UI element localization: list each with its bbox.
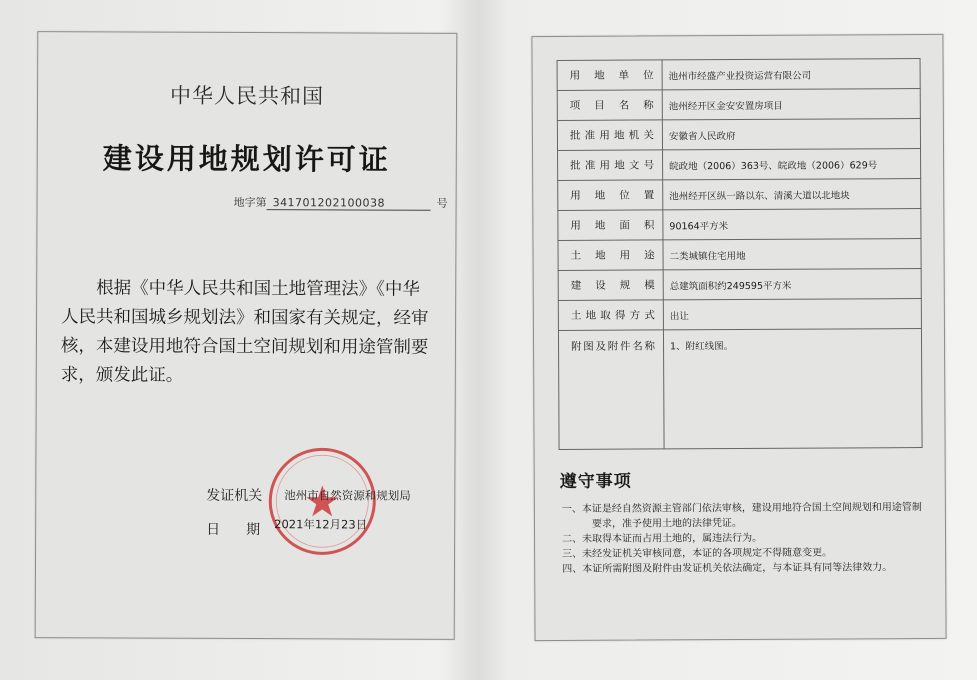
issue-date: 2021年12月23日 [274,517,368,532]
permit-prefix: 地字第 [233,195,267,210]
table-row [558,239,921,271]
row-label: 批准用地机关 [557,120,662,151]
certificate-front-page [35,31,458,640]
certificate-body-text: 根据《中华人民共和国土地管理法》《中华人民共和国城乡规划法》和国家有关规定，经审核，本建设用地符合国土空间规划和用途管制要求，颁发此证。 [60,278,429,386]
certificate-title: 建设用地规划许可证 [102,141,391,177]
row-label: 附图及附件名称 [558,330,664,450]
table-row [558,149,921,181]
table-row [558,329,922,450]
row-value: 总建筑面积约249595平方米 [663,269,921,300]
land-info-table [557,58,923,450]
row-value: 二类城镇住宅用地 [663,239,921,270]
permit-number: 341701202100038 [267,196,431,211]
issuer-name: 池州市自然资源和规划局 [284,488,411,503]
row-value: 安徽省人民政府 [662,119,920,150]
table-row [558,269,921,301]
row-value: 池州经开区纵一路以东、清溪大道以北地块 [663,179,921,210]
row-label: 土地用途 [558,240,663,271]
table-row [558,209,921,241]
country-name: 中华人民共和国 [169,83,325,109]
notice-title: 遵守事项 [559,471,632,492]
row-label: 用地单位 [557,60,662,91]
date-label: 日期 [206,521,287,539]
notice-item: 三、未经发证机关审核同意，本证的各项规定不得随意变更。 [562,547,833,560]
row-value: 90164平方米 [663,209,921,240]
row-value: 1、附红线图。 [663,329,922,449]
issuer-label: 发证机关 [206,487,263,505]
notice-item: 一、本证是经自然资源主管部门依法审核，建设用地符合国土空间规划和用途管制要求，准予使用土地的法律凭证。 [561,502,922,530]
table-row [558,179,921,211]
table-row [557,119,920,151]
certificate-details-page [531,34,946,641]
notice-item: 四、本证所需附图及附件由发证机关依法确定，与本证具有同等法律效力。 [562,562,893,575]
notice-item: 二、未取得本证而占用土地的，属违法行为。 [562,532,763,545]
table-row [557,89,920,121]
row-label: 建设规模 [558,270,663,301]
row-value: 出让 [663,299,921,330]
row-label: 批准用地文号 [558,150,663,181]
permit-suffix: 号 [436,196,448,210]
row-label: 用地位置 [558,180,663,211]
table-row [558,299,921,331]
row-label: 土地取得方式 [558,300,663,331]
notice-list [562,500,922,577]
row-value: 皖政地（2006）363号、皖政地（2006）629号 [663,149,921,180]
permit-number-line [234,194,448,211]
row-label: 项目名称 [557,90,662,121]
row-value: 池州经开区金安安置房项目 [662,89,920,120]
row-value: 池州市经盛产业投资运营有限公司 [662,59,920,90]
row-label: 用地面积 [558,210,663,241]
table-row [557,59,920,91]
